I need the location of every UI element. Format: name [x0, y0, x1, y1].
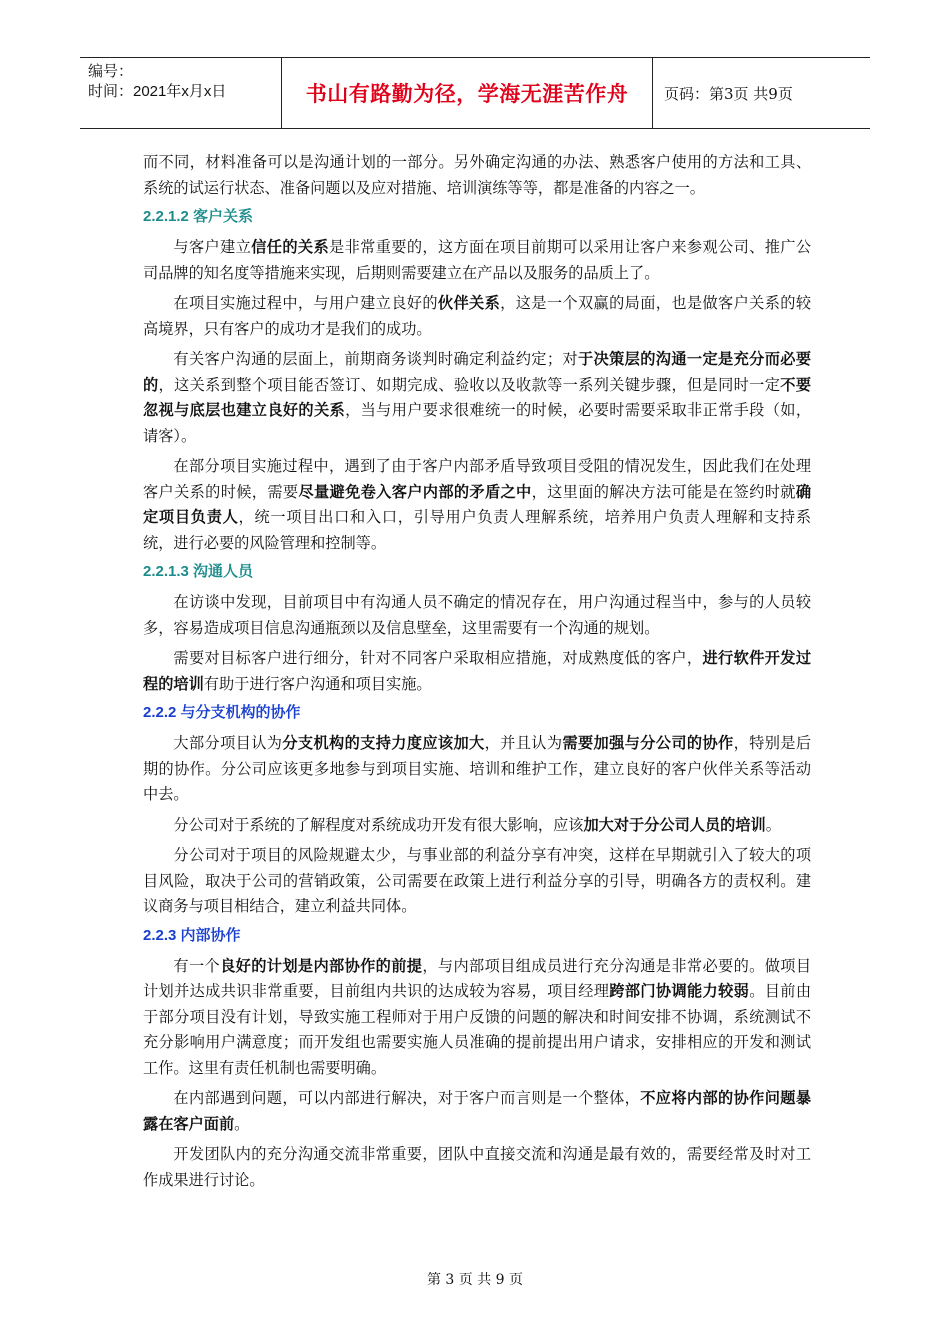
- paragraph: 在部分项目实施过程中，遇到了由于客户内部矛盾导致项目受阻的情况发生，因此我们在处理客户关系的时候，需要尽量避免卷入客户内部的矛盾之中，这里面的解决方法可能是在签约时就确定项目负责人，统一项目出口和入口，引导用户负责人理解系统，培养用户负责人理解和支持系统，进行必要的风险管理和控制等。: [143, 457, 812, 552]
- section-heading-communication-staff: 2.2.1.3 沟通人员: [143, 563, 254, 580]
- paragraph: 有一个良好的计划是内部协作的前提，与内部项目组成员进行充分沟通是非常必要的。做项目计划并达成共识非常重要，目前组内共识的达成较为容易，项目经理跨部门协调能力较弱。目前由于部分项目没有计划，导致实施工程师对于用户反馈的问题的解决和时间安排不协调，系统测试不充分影响用户满意度；而开发组也需要实施人员准确的提前提出用户请求，安排相应的开发和测试工作。这里有责任机制也需要明确。: [143, 956, 812, 1077]
- number-label: 编号：: [88, 63, 134, 80]
- header-page-info: 页码：第3页 共9页: [664, 84, 793, 103]
- bold-phrase: 分支机构的支持力度应该加大: [282, 734, 485, 752]
- bold-phrase: 不要忽视与底层也建立良好的关系: [143, 375, 812, 419]
- bold-phrase: 良好的计划是内部协作的前提: [220, 956, 423, 975]
- section-heading-branch-cooperation: 2.2.2 与分支机构的协作: [143, 704, 301, 721]
- paragraph: 有关客户沟通的层面上，前期商务谈判时确定利益约定；对于决策层的沟通一定是充分而必要的，这关系到整个项目能否签订、如期完成、验收以及收款等一系列关键步骤，但是同时一定不要忽视与底层也建立良好的关系，当与用户要求很难统一的时候，必要时需要采取非正常手段（如，请客）。: [143, 350, 812, 445]
- paragraph: 在内部遇到问题，可以内部进行解决，对于客户而言则是一个整体，不应将内部的协作问题暴露在客户面前。: [143, 1089, 812, 1133]
- header-meta: [80, 58, 282, 128]
- paragraph: 开发团队内的充分沟通交流非常重要，团队中直接交流和沟通是最有效的，需要经常及时对工作成果进行讨论。: [143, 1145, 811, 1189]
- header-motto: 书山有路勤为径，学海无涯苦作舟: [282, 58, 653, 128]
- document-body: [143, 150, 811, 1198]
- bold-phrase: 尽量避免卷入客户内部的矛盾之中: [298, 482, 532, 501]
- bold-phrase: 不应将内部的协作问题暴露在客户面前: [143, 1089, 812, 1133]
- paragraph: 分公司对于项目的风险规避太少，与事业部的利益分享有冲突，这样在早期就引入了较大的项目风险，取决于公司的营销政策，公司需要在政策上进行利益分享的引导，明确各方的责权利。建议商务与项目相结合，建立利益共同体。: [143, 846, 811, 915]
- section-heading-internal-cooperation: 2.2.3 内部协作: [143, 926, 241, 944]
- bold-phrase: 于决策层的沟通一定是充分而必要的: [143, 350, 812, 394]
- paragraph: 在访谈中发现，目前项目中有沟通人员不确定的情况存在，用户沟通过程当中，参与的人员较多，容易造成项目信息沟通瓶颈以及信息壁垒，这里需要有一个沟通的规划。: [143, 593, 811, 637]
- bold-phrase: 伙伴关系: [437, 294, 501, 312]
- paragraph-continued: 而不同，材料准备可以是沟通计划的一部分。另外确定沟通的办法、熟悉客户使用的方法和工具、系统的试运行状态、准备问题以及应对措施、培训演练等等，都是准备的内容之一。: [143, 153, 811, 197]
- bold-phrase: 进行软件开发过程的培训: [143, 649, 812, 693]
- document-header: [80, 57, 870, 129]
- time-label: 时间：2021年x月x日: [88, 83, 227, 100]
- bold-phrase: 需要加强与分公司的协作: [562, 734, 734, 752]
- bold-phrase: 跨部门协调能力较弱: [609, 982, 750, 1000]
- section-heading-customer-relations: 2.2.1.2 客户关系: [143, 208, 254, 225]
- bold-phrase: 确定项目负责人: [143, 482, 812, 526]
- bold-phrase: 加大对于分公司人员的培训: [583, 815, 766, 834]
- paragraph: 分公司对于系统的了解程度对系统成功开发有很大影响，应该加大对于分公司人员的培训。: [173, 815, 781, 834]
- paragraph: 与客户建立信任的关系是非常重要的，这方面在项目前期可以采用让客户来参观公司、推广公司品牌的知名度等措施来实现，后期则需要建立在产品以及服务的品质上了。: [143, 238, 812, 282]
- page-footer: 第 3 页 共 9 页: [426, 1272, 524, 1288]
- paragraph: 大部分项目认为分支机构的支持力度应该加大，并且认为需要加强与分公司的协作，特别是后期的协作。分公司应该更多地参与到项目实施、培训和维护工作，建立良好的客户伙伴关系等活动中去。: [143, 734, 812, 803]
- bold-phrase: 信任的关系: [251, 238, 330, 256]
- paragraph: 需要对目标客户进行细分，针对不同客户采取相应措施，对成熟度低的客户，进行软件开发过程的培训有助于进行客户沟通和项目实施。: [143, 649, 812, 693]
- paragraph: 在项目实施过程中，与用户建立良好的伙伴关系，这是一个双赢的局面，也是做客户关系的较高境界，只有客户的成功才是我们的成功。: [143, 294, 812, 338]
